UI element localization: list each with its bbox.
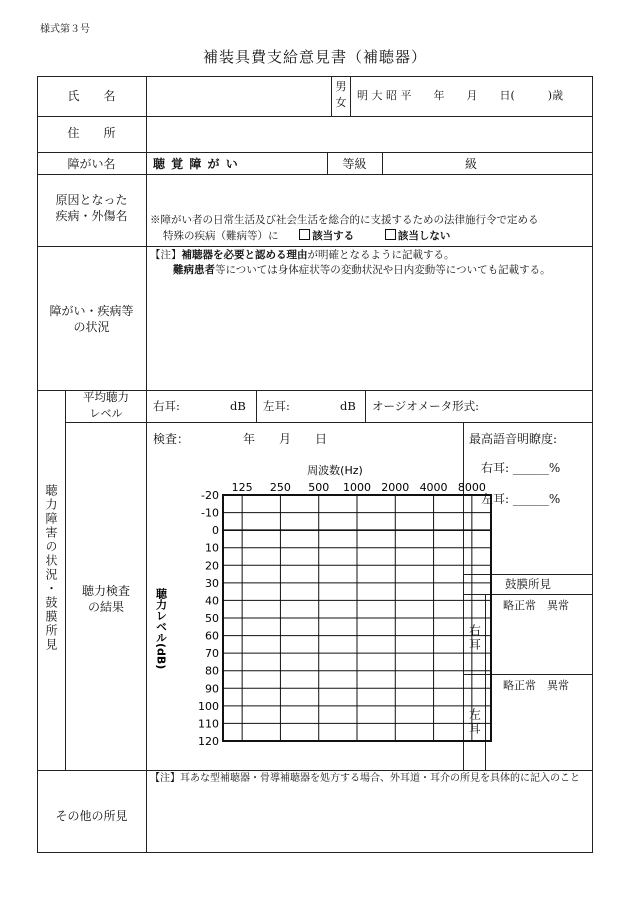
disability-name-label: 障がい名 <box>67 157 116 171</box>
not-applies-label: 該当しない <box>397 230 451 242</box>
avg-right-unit: dB <box>230 399 246 413</box>
chart-y-tick: 10 <box>205 541 219 555</box>
cause-note-line2 <box>163 229 450 243</box>
status-note2-rest: 等については身体症状等の変動状況や日内変動等についても記載する。 <box>215 264 551 276</box>
other-findings-label: その他の所見 <box>55 809 128 823</box>
form-table <box>37 76 593 853</box>
avg-hearing-label-line1: 平均聴力 <box>83 390 129 404</box>
status-note-line2 <box>173 264 551 277</box>
chart-y-tick: 80 <box>205 664 219 678</box>
grade-label: 等級 <box>342 157 367 171</box>
sex-female-option[interactable]: 女 <box>335 96 347 109</box>
cause-label-line2: 疾病・外傷名 <box>55 209 128 223</box>
chart-y-tick: 30 <box>205 576 219 590</box>
form-number: 様式第３号 <box>40 24 90 35</box>
avg-hearing-label-line2: レベル <box>89 407 123 420</box>
chart-y-tick: 0 <box>212 524 219 538</box>
not-applies-option[interactable] <box>385 230 451 242</box>
exam-date: 検査： 年 月 日 <box>153 432 328 446</box>
name-label: 氏 名 <box>67 89 116 103</box>
chart-x-tick: 2000 <box>381 481 410 494</box>
chart-y-tick: 50 <box>205 612 219 625</box>
chart-y-tick: 110 <box>198 717 219 731</box>
status-note-rest: が明確となるように記載する。 <box>307 249 455 261</box>
chart-x-tick: 4000 <box>419 481 448 494</box>
chart-y-tick: 100 <box>198 699 219 713</box>
address-label: 住 所 <box>67 126 116 140</box>
birth-date-field[interactable]: 明 大 昭 平 年 月 日( )歳 <box>357 89 564 102</box>
chart-x-tick: 8000 <box>457 481 486 494</box>
speech-clarity-right[interactable]: 右耳: ______% <box>481 461 561 475</box>
chart-y-tick: 90 <box>205 682 219 696</box>
address-field[interactable] <box>147 118 591 151</box>
applies-label: 該当する <box>312 230 355 242</box>
cause-label-line1: 原因となった <box>55 193 128 207</box>
avg-left-ear-label: 左耳: <box>263 399 290 413</box>
eardrum-left-options[interactable]: 略正常 異常 <box>503 679 569 692</box>
avg-left-unit: dB <box>340 399 356 413</box>
eardrum-left-label: 左耳 <box>467 708 482 736</box>
test-result-label-line2: の結果 <box>87 600 124 614</box>
name-field[interactable] <box>147 78 331 116</box>
cause-note-text: 特殊の疾病（難病等）に <box>163 230 279 242</box>
eardrum-title: 鼓膜所見 <box>505 577 551 591</box>
sex-male-option[interactable]: 男 <box>335 80 347 93</box>
avg-right-ear-label: 右耳: <box>153 399 180 413</box>
not-applies-checkbox[interactable] <box>385 229 396 240</box>
other-findings-field[interactable] <box>147 788 591 850</box>
chart-y-tick: 20 <box>205 559 219 573</box>
chart-y-tick: 70 <box>205 647 219 661</box>
page-title: 補装具費支給意見書（補聴器） <box>202 48 427 66</box>
eardrum-right-options[interactable]: 略正常 異常 <box>503 599 569 612</box>
chart-x-tick: 125 <box>231 481 253 494</box>
eardrum-right-label: 右耳 <box>467 624 482 652</box>
speech-clarity-left[interactable]: 左耳: ______% <box>481 492 561 506</box>
chart-y-axis-label: 聴力レベル(dB) <box>154 588 168 670</box>
status-note2-bold: 難病患者 <box>173 264 215 276</box>
status-note-line1 <box>150 249 455 262</box>
chart-y-tick: 120 <box>198 735 219 748</box>
chart-y-tick: -20 <box>201 489 219 502</box>
hearing-section-label: 聴力障害の状況・鼓膜所見 <box>44 484 58 652</box>
chart-x-tick: 250 <box>269 481 291 494</box>
other-findings-note: 【注】耳あな型補聴器・骨導補聴器を処方する場合、外耳道・耳介の所見を具体的に記入のこと <box>150 773 580 784</box>
status-note-prefix: 【注】 <box>150 249 182 261</box>
disability-name-value: 聴 覚 障 が い <box>153 157 239 171</box>
cause-note-line1: ※障がい者の日常生活及び社会生活を総合的に支援するための法律施行令で定める <box>150 214 539 226</box>
chart-y-tick: -10 <box>201 506 219 520</box>
speech-clarity-title: 最高語音明瞭度: <box>469 432 558 446</box>
chart-x-tick: 1000 <box>343 481 371 494</box>
applies-option[interactable] <box>299 230 354 242</box>
grade-unit: 級 <box>465 157 478 171</box>
chart-y-tick: 40 <box>205 594 219 608</box>
audiometer-type-label: オージオメータ形式: <box>372 399 480 413</box>
status-label-line2: の状況 <box>73 320 110 334</box>
chart-x-tick: 500 <box>308 481 330 494</box>
status-label-line1: 障がい・疾病等 <box>49 304 134 318</box>
chart-title: 周波数(Hz) <box>307 464 363 477</box>
chart-y-tick: 60 <box>205 629 219 643</box>
applies-checkbox[interactable] <box>299 229 310 240</box>
status-note-bold: 補聴器を必要と認める理由 <box>181 249 308 261</box>
test-result-label-line1: 聴力検査 <box>81 584 130 598</box>
